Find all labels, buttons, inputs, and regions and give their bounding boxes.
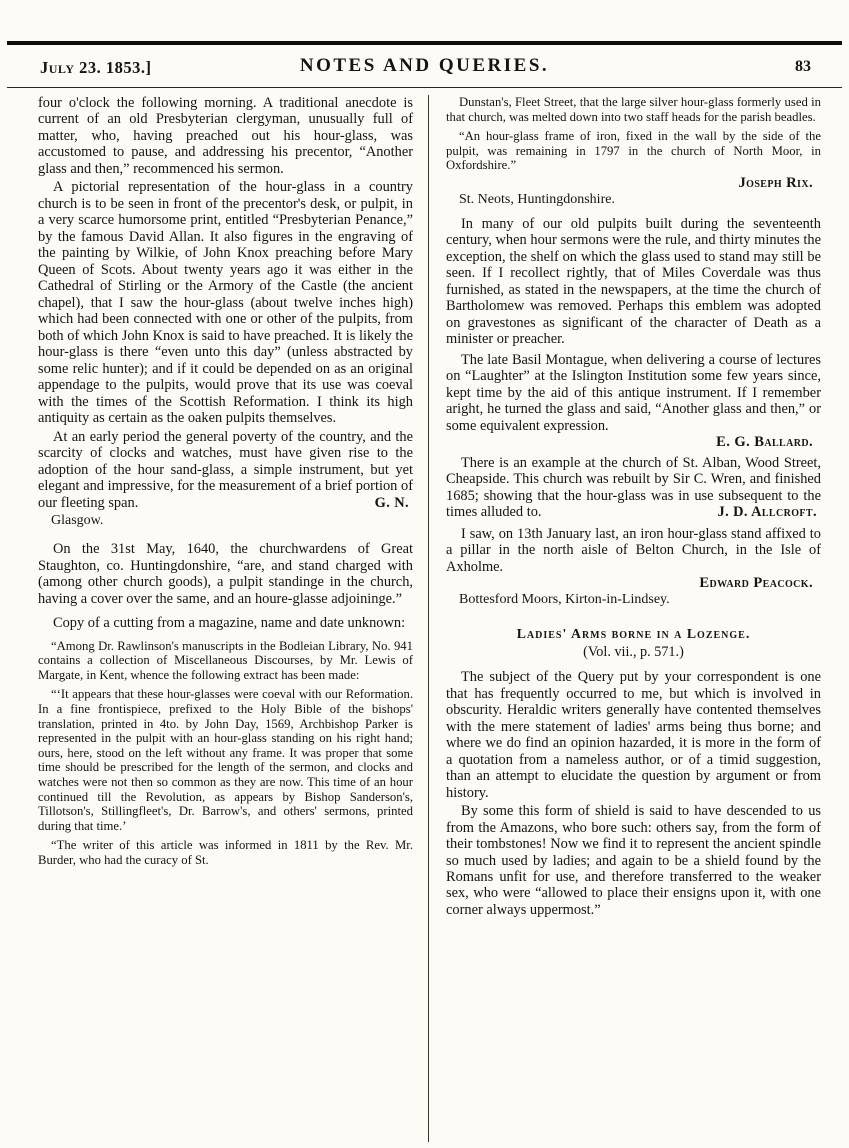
paragraph: By some this form of shield is said to have descended to us from the Amazons, who bore such: others say, from the form of their tombstones! Now we find it to represent the ancient spindle so much used by ladies; and again to be a shield found by the Romans unfit for use, and therefore transferred to the weaker sex, who were “allowed to place their ensigns upon it, with one corner always uppermost.” — [446, 803, 821, 918]
paragraph: In many of our old pulpits built during the seventeenth century, when hour sermons were the rule, and thirty minutes the exception, the shelf on which the glass used to stand may still be seen. If I recollect rightly, that of Miles Coverdale was thus furnished, as stated in the newspapers, at the time the church of Bartholomew was removed. Perhaps this emblem was adopted on gravestones as significant of the character of Death as a minister or preacher. — [446, 215, 821, 348]
paragraph: Copy of a cutting from a magazine, name and date unknown: — [53, 615, 406, 632]
section-reference: (Vol. vii., p. 571.) — [583, 644, 684, 661]
signature: J. D. Allcroft. — [717, 504, 817, 521]
paragraph-text: At an early period the general poverty of the country, and the scarcity of clocks and watches, must have given rise to the adoption of the hour sand-glass, a simple instrument, but yet elegant and impressive, for the measurement of a brief portion of our fleeting span. — [38, 428, 413, 511]
quote-paragraph: “Among Dr. Rawlinson's manuscripts in the Bodleian Library, No. 941 contains a collection of Miscellaneous Discourses, by Mr. Lewis of Margate, in Kent, whence the following extract has been made: — [38, 638, 413, 682]
paragraph: I saw, on 13th January last, an iron hour-glass stand affixed to a pillar in the north aisle of Belton Church, in the Isle of Axholme. — [446, 525, 821, 575]
place-line: St. Neots, Huntingdonshire. — [459, 191, 615, 207]
paragraph: A pictorial representation of the hour-glass in a country church is to be seen in front of the precentor's desk, or pulpit, in a very scarce humorsome print, entitled “Presbyterian Penance,” by the famous David Allan. It also figures in the engraving of the painting by Wilkie, of John Knox preaching before Mary Queen of Scots. About twenty years ago it was either in the Cathedral of Stirling or the Armory of the Castle (the ancient chapel), that I saw the hour-glass (about twelve inches high) which had been connected with one or other of the pulpits, from both of which John Knox is said to have preached. It is likely the hour-glass is there “even unto this day” (unless abstracted by some relic hunter); and if it could be depended on as an original appendage to the pulpits, would prove that its use was coeval with the times of the Scottish Reformation. I think its high antiquity as certain as the oaken pulpits themselves. — [38, 179, 413, 427]
quote-paragraph: Dunstan's, Fleet Street, that the large silver hour-glass formerly used in that church, was melted down into two staff heads for the parish beadles. — [446, 95, 821, 124]
quote-paragraph: “The writer of this article was informed in 1811 by the Rev. Mr. Burder, who had the curacy of St. — [38, 838, 413, 867]
signature: E. G. Ballard. — [716, 434, 813, 451]
paragraph — [38, 429, 413, 511]
masthead-date: July 23. 1853.] — [40, 58, 152, 77]
left-column — [38, 95, 428, 1142]
page-title: NOTES AND QUERIES. — [299, 55, 550, 76]
quote-paragraph: “An hour-glass frame of iron, fixed in the wall by the side of the pulpit, was remaining in 1797 in the church of North Moor, in Oxfordshire.” — [446, 129, 821, 173]
place-line: Glasgow. — [51, 513, 104, 529]
columns — [38, 95, 821, 1142]
signature: G. N. — [374, 494, 409, 511]
top-rule — [7, 41, 842, 45]
header-rule — [7, 87, 842, 88]
paragraph: The late Basil Montague, when delivering a course of lectures on “Laughter” at the Islington Institution some few years since, kept time by the aid of this antique instrument. If I remember aright, he turned the glass and said, “Another glass and then,” or some equivalent expression. — [446, 351, 821, 434]
paragraph: The subject of the Query put by your correspondent is one that has frequently occurred to me, but which is involved in obscurity. Heraldic writers generally have contented themselves with the mere statement of ladies' arms being thus borne; and where we do find an opinion hazarded, it is more in the form of a quotation from a nameless author, or of a timid suggestion, than an attempt to elucidate the question by argument or from history. — [446, 669, 821, 801]
quote-paragraph: “‘It appears that these hour-glasses were coeval with our Reformation. In a fine frontispiece, prefixed to the Holy Bible of the bishops' translation, printed in 4to. by John Day, 1569, Archbishop Parker is represented in the pulpit with an hour-glass standing on his right hand; ours, here, stood on the left without any frame. It was proper that some time should be prescribed for the length of the sermon, and clocks and watches were not then so common as they are now. This time of an hour continued till the Revolution, as appears by Bishop Sanderson's, Tillotson's, Stillingfleet's, Dr. Barrow's, and others' sermons, printed during that time.’ — [38, 687, 413, 833]
right-column — [429, 95, 821, 1142]
paragraph: On the 31st May, 1640, the churchwardens of Great Staughton, co. Huntingdonshire, “are, and stand charged with (among other church goods), a pulpit standinge in the church, having a cover over the same, and an houre-glasse adjoininge.” — [38, 541, 413, 607]
signature: Joseph Rix. — [738, 174, 813, 191]
place-line: Bottesford Moors, Kirton-in-Lindsey. — [459, 592, 670, 608]
paragraph-text: There is an example at the church of St. Alban, Wood Street, Cheapside. This church was rebuilt by Sir C. Wren, and finished 1685; showing that the hour-glass was in use subsequent to the times alluded to. — [446, 454, 821, 521]
section-heading: Ladies' Arms borne in a Lozenge. — [516, 626, 751, 642]
paragraph — [446, 455, 821, 521]
paragraph: four o'clock the following morning. A traditional anecdote is current of an old Presbyterian clergyman, unusually full of matter, who, having preached out his hour-glass, was accustomed to pause, and addressing his precentor, “Another glass and then,” recommenced his sermon. — [38, 95, 413, 177]
signature: Edward Peacock. — [699, 575, 813, 592]
page-number: 83 — [795, 58, 811, 75]
